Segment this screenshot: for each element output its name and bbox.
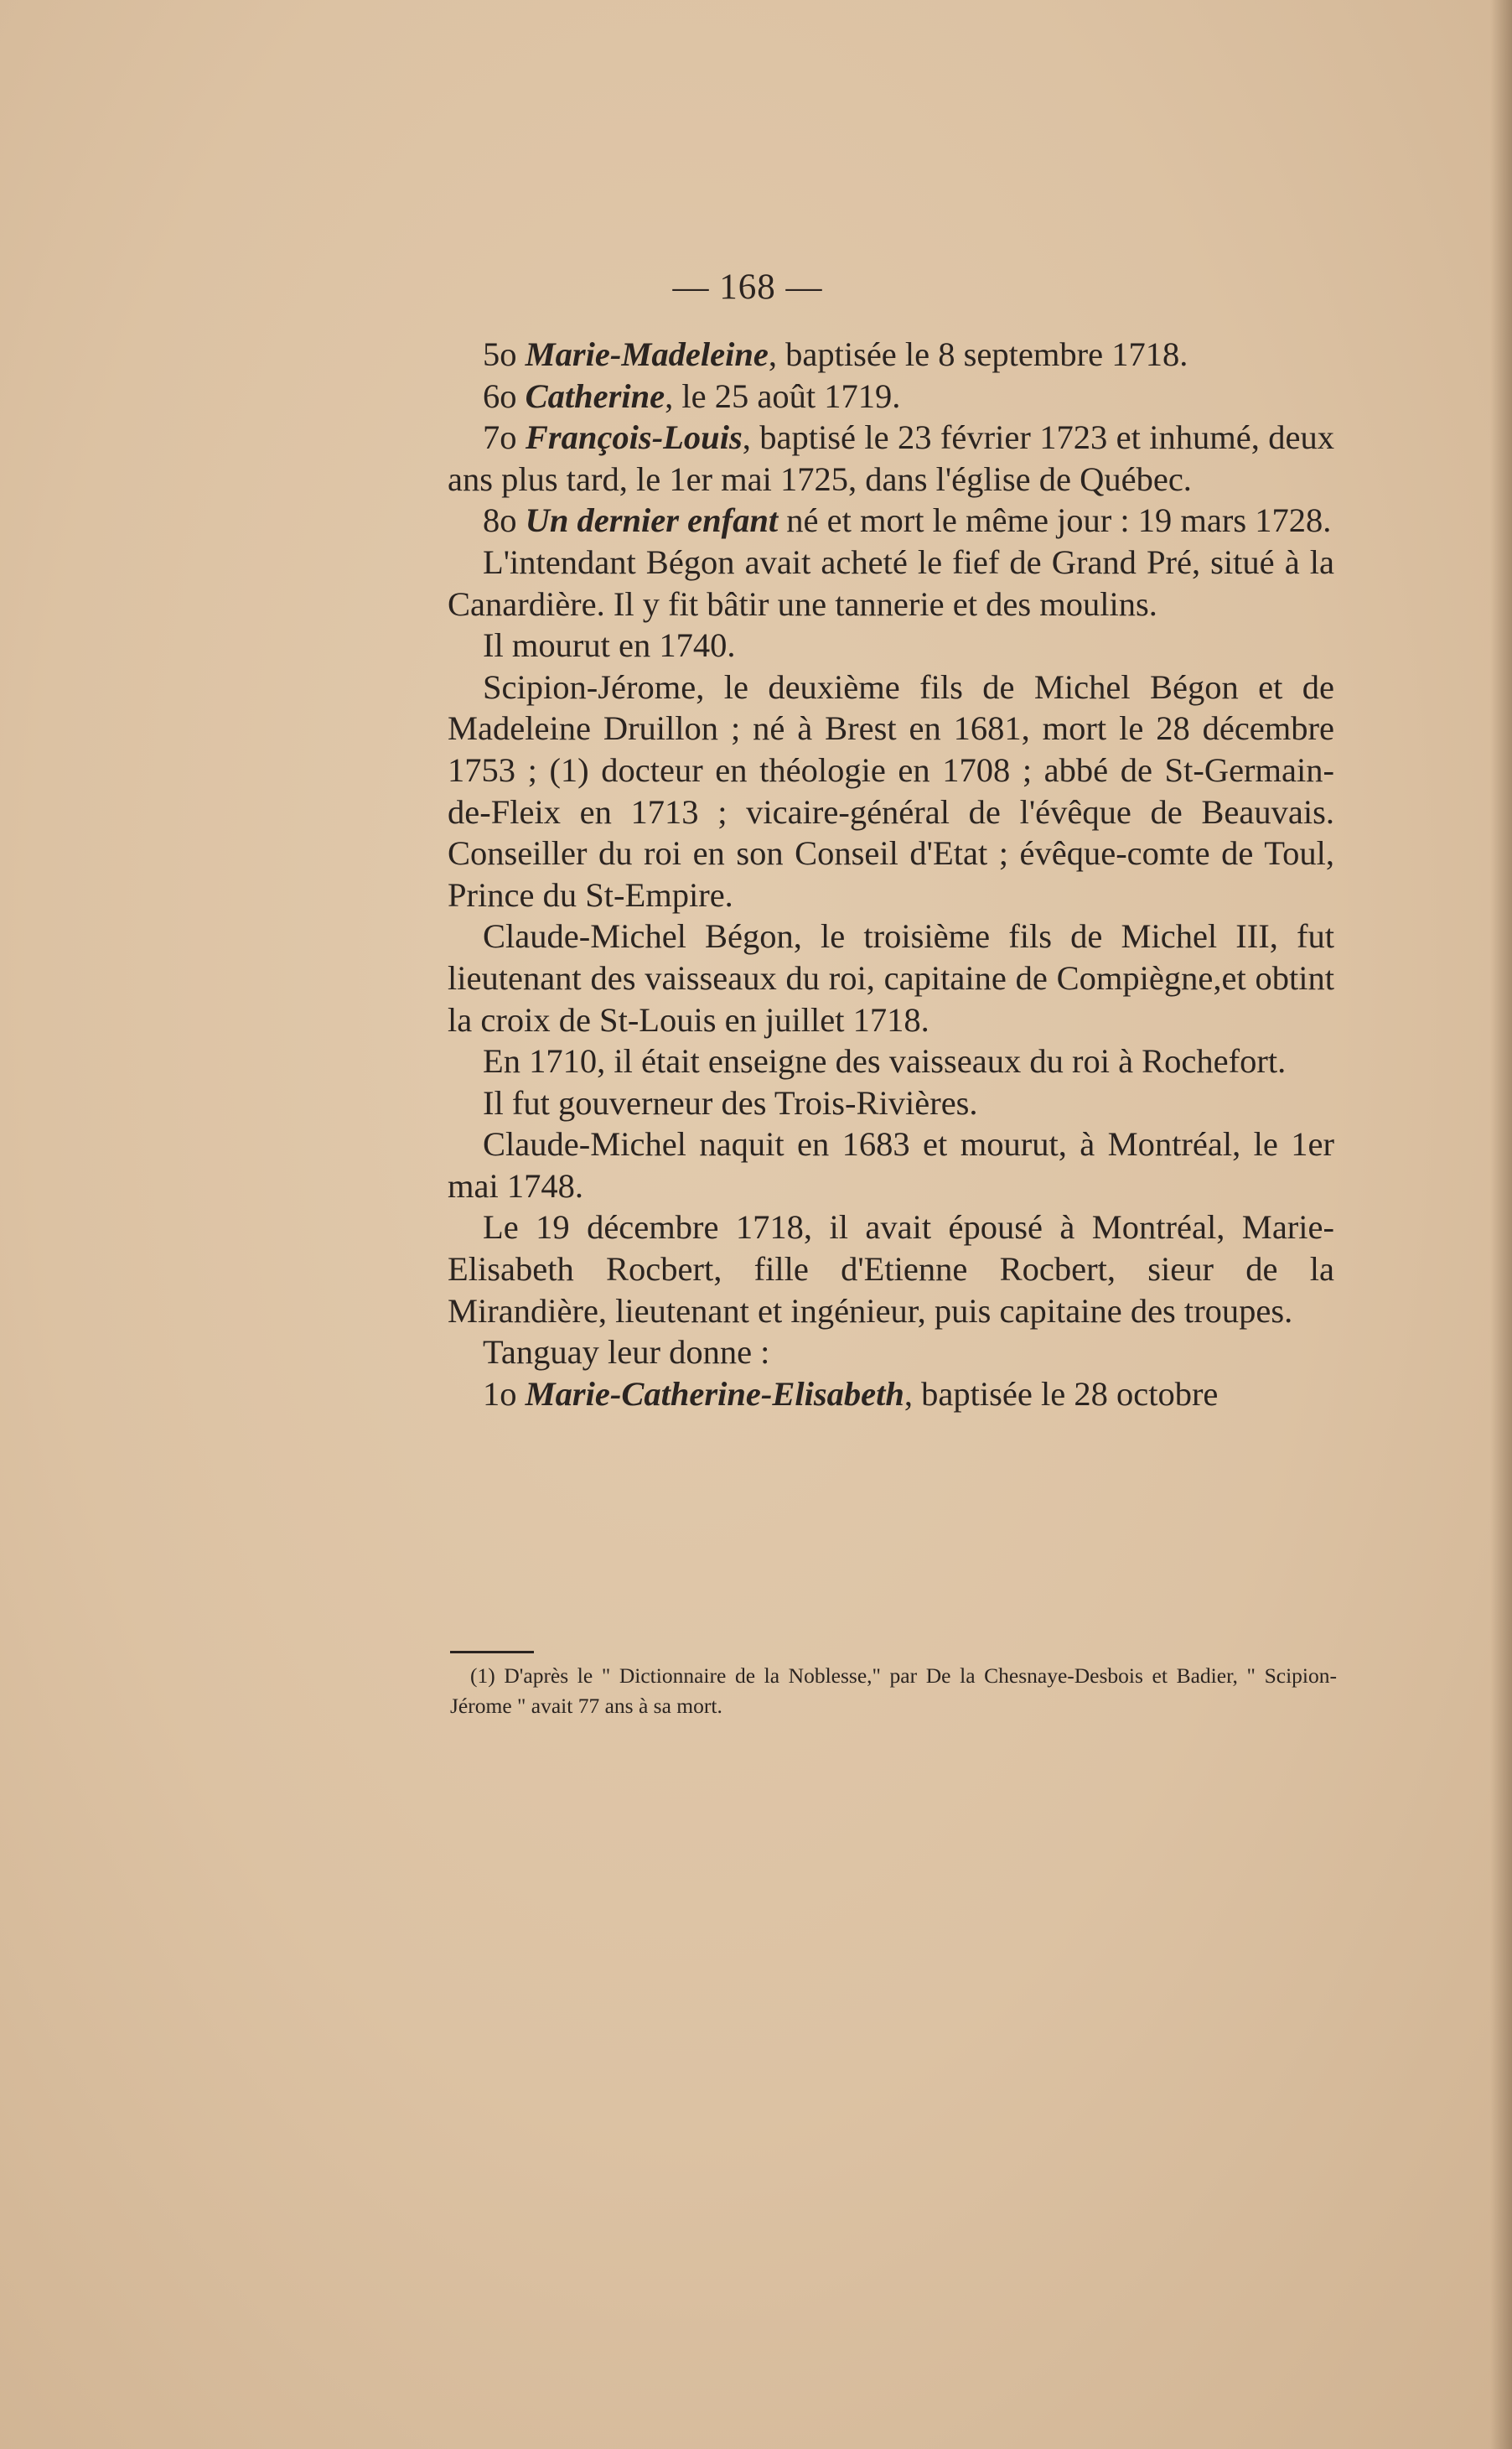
footnote-rule — [450, 1651, 534, 1653]
page-number: — 168 — — [672, 267, 823, 307]
paragraph — [448, 625, 1334, 667]
child-name: Catherine — [525, 376, 665, 415]
page-edge-shadow — [1490, 0, 1512, 2449]
paragraph — [448, 417, 1334, 500]
paragraph — [448, 1123, 1334, 1206]
paragraph — [448, 1373, 1334, 1415]
paragraph — [448, 1331, 1334, 1373]
paragraph — [448, 500, 1334, 542]
paragraph — [448, 1082, 1334, 1124]
paragraph — [448, 334, 1334, 376]
footnote: (1) D'après le " Dictionnaire de la Noblesse," par De la Chesnaye-Desbois et Badier, " Scipion-Jérome " avait 77 ans à sa mort. — [450, 1663, 1337, 1718]
child-name: Marie-Madeleine — [525, 335, 769, 373]
paragraph-text: Claude-Michel Bégon, le troisième fils de Michel III, fut lieutenant des vaisseaux du roi, capitaine de Compiègne,et obtint la croix de St-Louis en juillet 1718. — [448, 917, 1334, 1039]
paragraph-text: En 1710, il était enseigne des vaisseaux du roi à Rochefort. — [483, 1042, 1287, 1081]
paragraph-text: né et mort le même jour : 19 mars 1728. — [778, 501, 1332, 540]
paragraph-text: , le 25 août 1719. — [665, 376, 901, 415]
paragraph-text: Scipion-Jérome, le deuxième fils de Michel Bégon et de Madeleine Druillon ; né à Brest en 1681, mort le 28 décembre 1753 ; (1) docteur en théologie en 1708 ; abbé de St-Germain-de-Fleix en 1713 ; vicaire-général de l'évêque de Beauvais. Conseiller du roi en son Conseil d'Etat ; évêque-comte de Toul, Prince du St-Empire. — [448, 667, 1334, 914]
list-number: 7o — [483, 418, 526, 457]
child-name: François-Louis — [525, 418, 743, 457]
paragraph — [448, 1040, 1334, 1082]
paragraph-text: , baptisée le 8 septembre 1718. — [768, 335, 1188, 373]
paragraph-text: , baptisée le 28 octobre — [904, 1374, 1219, 1413]
paragraph-text: Il fut gouverneur des Trois-Rivières. — [483, 1083, 978, 1122]
paragraph — [448, 1206, 1334, 1331]
paragraph-text: Claude-Michel naquit en 1683 et mourut, à Montréal, le 1er mai 1748. — [448, 1125, 1334, 1205]
paragraph — [448, 376, 1334, 418]
paragraph-text: Tanguay leur donne : — [483, 1333, 770, 1372]
paragraph-text: L'intendant Bégon avait acheté le fief de Grand Pré, situé à la Canardière. Il y fit bâtir une tannerie et des moulins. — [448, 542, 1334, 623]
paragraph-text: , baptisé le 23 février 1723 et inhumé, deux ans plus tard, le 1er mai 1725, dans l'église de Québec. — [448, 418, 1334, 498]
paragraph-text: Il mourut en 1740. — [483, 626, 736, 665]
paragraph — [448, 667, 1334, 916]
list-number: 8o — [483, 501, 526, 540]
child-name: Marie-Catherine-Elisabeth — [525, 1374, 904, 1413]
child-name: Un dernier enfant — [525, 501, 779, 540]
list-number: 1o — [483, 1374, 526, 1413]
paragraph-text: Le 19 décembre 1718, il avait épousé à Montréal, Marie-Elisabeth Rocbert, fille d'Etienne Rocbert, sieur de la Mirandière, lieutenant et ingénieur, puis capitaine des troupes. — [448, 1208, 1334, 1330]
paragraph — [448, 542, 1334, 625]
paragraph — [448, 916, 1334, 1040]
body-text — [448, 334, 1334, 1414]
list-number: 6o — [483, 376, 526, 415]
list-number: 5o — [483, 335, 526, 373]
